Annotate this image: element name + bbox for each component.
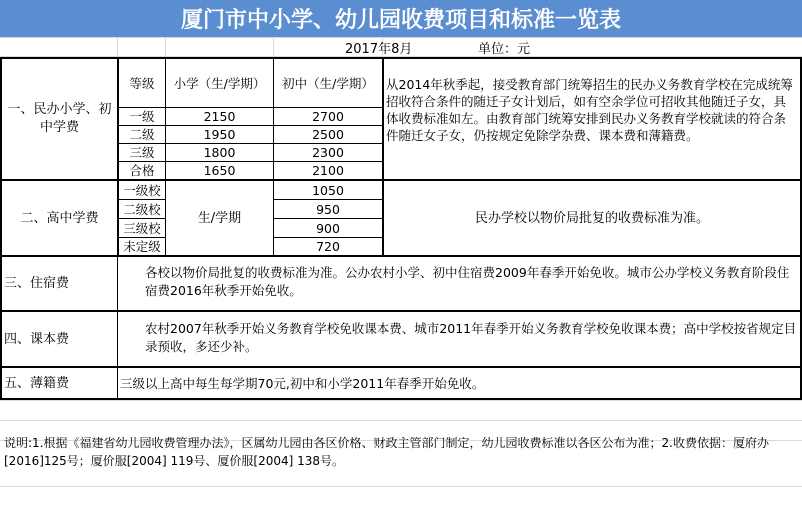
primary-fee-cell: 1650 bbox=[203, 163, 236, 178]
section5-label: 五、薄籍费 bbox=[4, 375, 70, 391]
grade-cell: 二级校 bbox=[123, 201, 161, 217]
section3-text: 各校以物价局批复的收费标准为准。公办农村小学、初中住宿费2009年春季开始免收。城市公办学校义务教育阶段住宿费2016年秋季开始免收。 bbox=[145, 265, 790, 298]
primary-fee-cell: 1950 bbox=[203, 127, 236, 142]
grade-cell: 三级 bbox=[129, 145, 155, 160]
middle-fee-cell: 2100 bbox=[312, 163, 344, 178]
grade-cell: 一级 bbox=[129, 109, 155, 124]
grade-cell: 三级校 bbox=[123, 220, 161, 236]
primary-header: 小学（生/学期） bbox=[173, 75, 266, 91]
section1-note: 从2014年秋季起，接受教育部门统筹招生的民办义务教育学校在完成统筹招收符合条件的随迁子女计划后，如有空余学位可招收其他随迁子女，具体收费标准如左。由教育部门统筹安排到民办义务教育学校就读的符合条件随迁女子女，仍按规定免除学杂费、课本费和薄籍费。 bbox=[386, 77, 793, 143]
grade-cell: 二级 bbox=[129, 127, 155, 142]
highschool-fee-cell: 950 bbox=[316, 201, 340, 217]
section2-note: 民办学校以物价局批复的收费标准为准。 bbox=[474, 210, 709, 226]
date-label: 2017年8月 bbox=[345, 41, 413, 57]
primary-fee-cell: 2150 bbox=[203, 109, 236, 124]
section4-text: 农村2007年秋季开始义务教育学校免收课本费、城市2011年春季开始义务教育学校免收课本费；高中学校按省规定目录预收，多还少补。 bbox=[145, 321, 797, 354]
middle-fee-cell: 2300 bbox=[312, 145, 344, 160]
section2-label: 二、高中学费 bbox=[20, 210, 99, 226]
grade-cell: 合格 bbox=[129, 163, 155, 178]
section3-label: 三、住宿费 bbox=[4, 276, 70, 291]
highschool-fee-cell: 720 bbox=[316, 239, 340, 254]
grade-header: 等级 bbox=[129, 75, 155, 91]
grade-cell: 未定级 bbox=[123, 239, 161, 254]
highschool-fee-cell: 900 bbox=[316, 220, 340, 236]
section2-unit-label: 生/学期 bbox=[197, 210, 242, 226]
middle-fee-cell: 2700 bbox=[312, 109, 344, 124]
footnote: 说明:1.根据《福建省幼儿园收费管理办法》，区属幼儿园由各区价格、财政主管部门制定，幼儿园收费标准以各区公布为准；2.收费依据：厦府办[2016]125号；厦价服[2004] 119号、厦价服[2004] 138号。 bbox=[4, 436, 769, 468]
middle-header: 初中（生/学期） bbox=[282, 75, 374, 91]
primary-fee-cell: 1800 bbox=[203, 145, 236, 160]
highschool-fee-cell: 1050 bbox=[312, 182, 344, 198]
section4-label: 四、课本费 bbox=[4, 331, 70, 347]
grade-cell: 一级校 bbox=[123, 182, 161, 198]
section1-label: 一、民办小学、初中学费 bbox=[7, 102, 112, 135]
unit-label: 单位：元 bbox=[478, 41, 531, 57]
section5-text: 三级以上高中每生每学期70元,初中和小学2011年春季开始免收。 bbox=[120, 375, 485, 391]
middle-fee-cell: 2500 bbox=[312, 127, 344, 142]
page-title: 厦门市中小学、幼儿园收费项目和标准一览表 bbox=[0, 0, 802, 37]
